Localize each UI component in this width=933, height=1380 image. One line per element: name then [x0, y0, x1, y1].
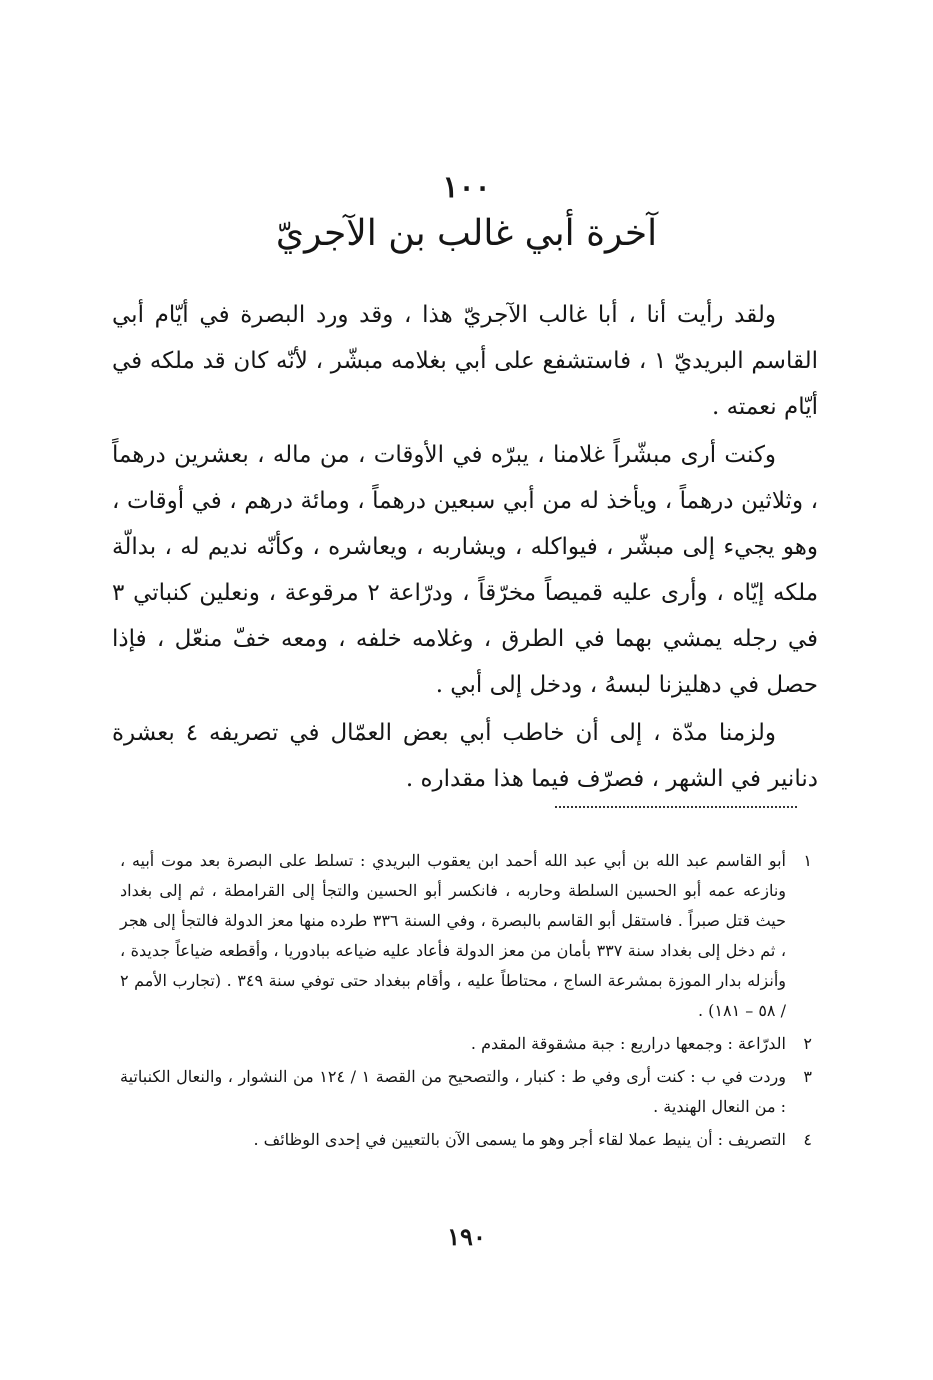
paragraph: ولقد رأيت أنا ، أبا غالب الآجريّ هذا ، وقد ورد البصرة في أيّام أبي القاسم البريديّ ١ ، فاستشفع على أبي بغلامه مبشّر ، لأنّه كان قد ملكه في أيّام نعمته .	[112, 302, 818, 420]
page-number: ١٩٠	[447, 1222, 486, 1251]
chapter-number: ١٠٠	[442, 170, 491, 205]
footnote-number: ٣	[803, 1067, 812, 1086]
footnote	[120, 846, 812, 1026]
footnote	[120, 1125, 812, 1155]
body-text	[112, 292, 818, 802]
paragraph: وكنت أرى مبشّراً غلامنا ، يبرّه في الأوقات ، من ماله ، بعشرين درهماً ، وثلاثين درهماً ، ويأخذ له من أبي سبعين درهماً ، ومائة درهم ، في أوقات ، وهو يجيء إلى مبشّر ، فيواكله ، ويشاربه ، ويعاشره ، وكأنّه نديم له ، بدالّة ملكه إيّاه ، وأرى عليه قميصاً مخرّقاً ، ودرّاعة ٢ مرقوعة ، ونعلين كنباتي ٣ في رجله يمشي بهما في الطرق ، وغلامه خلفه ، ومعه خفّ منعّل ، فإذا حصل في دهليزنا لبسهُ ، ودخل إلى أبي .	[112, 442, 819, 698]
chapter-title: آخرة أبي غالب بن الآجريّ	[275, 213, 658, 254]
footnote-number: ٤	[803, 1130, 812, 1149]
paragraph: ولزمنا مدّة ، إلى أن خاطب أبي بعض العمّال في تصريفه ٤ بعشرة دنانير في الشهر ، فصرّف فيما هذا مقداره .	[112, 720, 818, 792]
footnote-text: أبو القاسم عبد الله بن أبي عبد الله أحمد ابن يعقوب البريدي : تسلط على البصرة بعد موت أبيه ، ونازعه عمه أبو الحسين السلطة وحاربه ، فانكسر أبو الحسين والتجأ إلى القرامطة ، ثم إلى بغداد حيث قتل صبراً . فاستقل أبو القاسم بالبصرة ، وفي السنة ٣٣٦ طرده منها معز الدولة فالتجأ إلى هجر ، ثم دخل إلى بغداد سنة ٣٣٧ بأمان من معز الدولة فأعاد عليه ضياعه ببادوريا ، وأقطعه ضياعاً جديدة ، وأنزله بدار الموزة بمشرعة الساج ، محتاطاً عليه ، وأقام ببغداد حتى توفي سنة ٣٤٩ . (تجارب الأمم ٢ / ٥٨ – ١٨١) .	[120, 851, 787, 1020]
footnote	[120, 1062, 812, 1122]
footnote-separator	[555, 806, 797, 808]
footnote-text: التصريف : أن ينيط عملا لقاء أجر وهو ما يسمى الآن بالتعيين في إحدى الوظائف .	[253, 1130, 786, 1149]
footnote-number: ١	[803, 851, 812, 870]
footnotes	[120, 846, 812, 1158]
footnote-number: ٢	[803, 1034, 812, 1053]
footnote-text: الدرّاعة : وجمعها دراريع : جبة مشقوقة المقدم .	[470, 1034, 786, 1053]
footnote	[120, 1029, 812, 1059]
footnote-text: وردت في ب : كنت أرى وفي ط : كنبار ، والتصحيح من القصة ١ / ١٢٤ من النشوار ، والنعال الكنباتية : من النعال الهندية .	[120, 1067, 787, 1116]
